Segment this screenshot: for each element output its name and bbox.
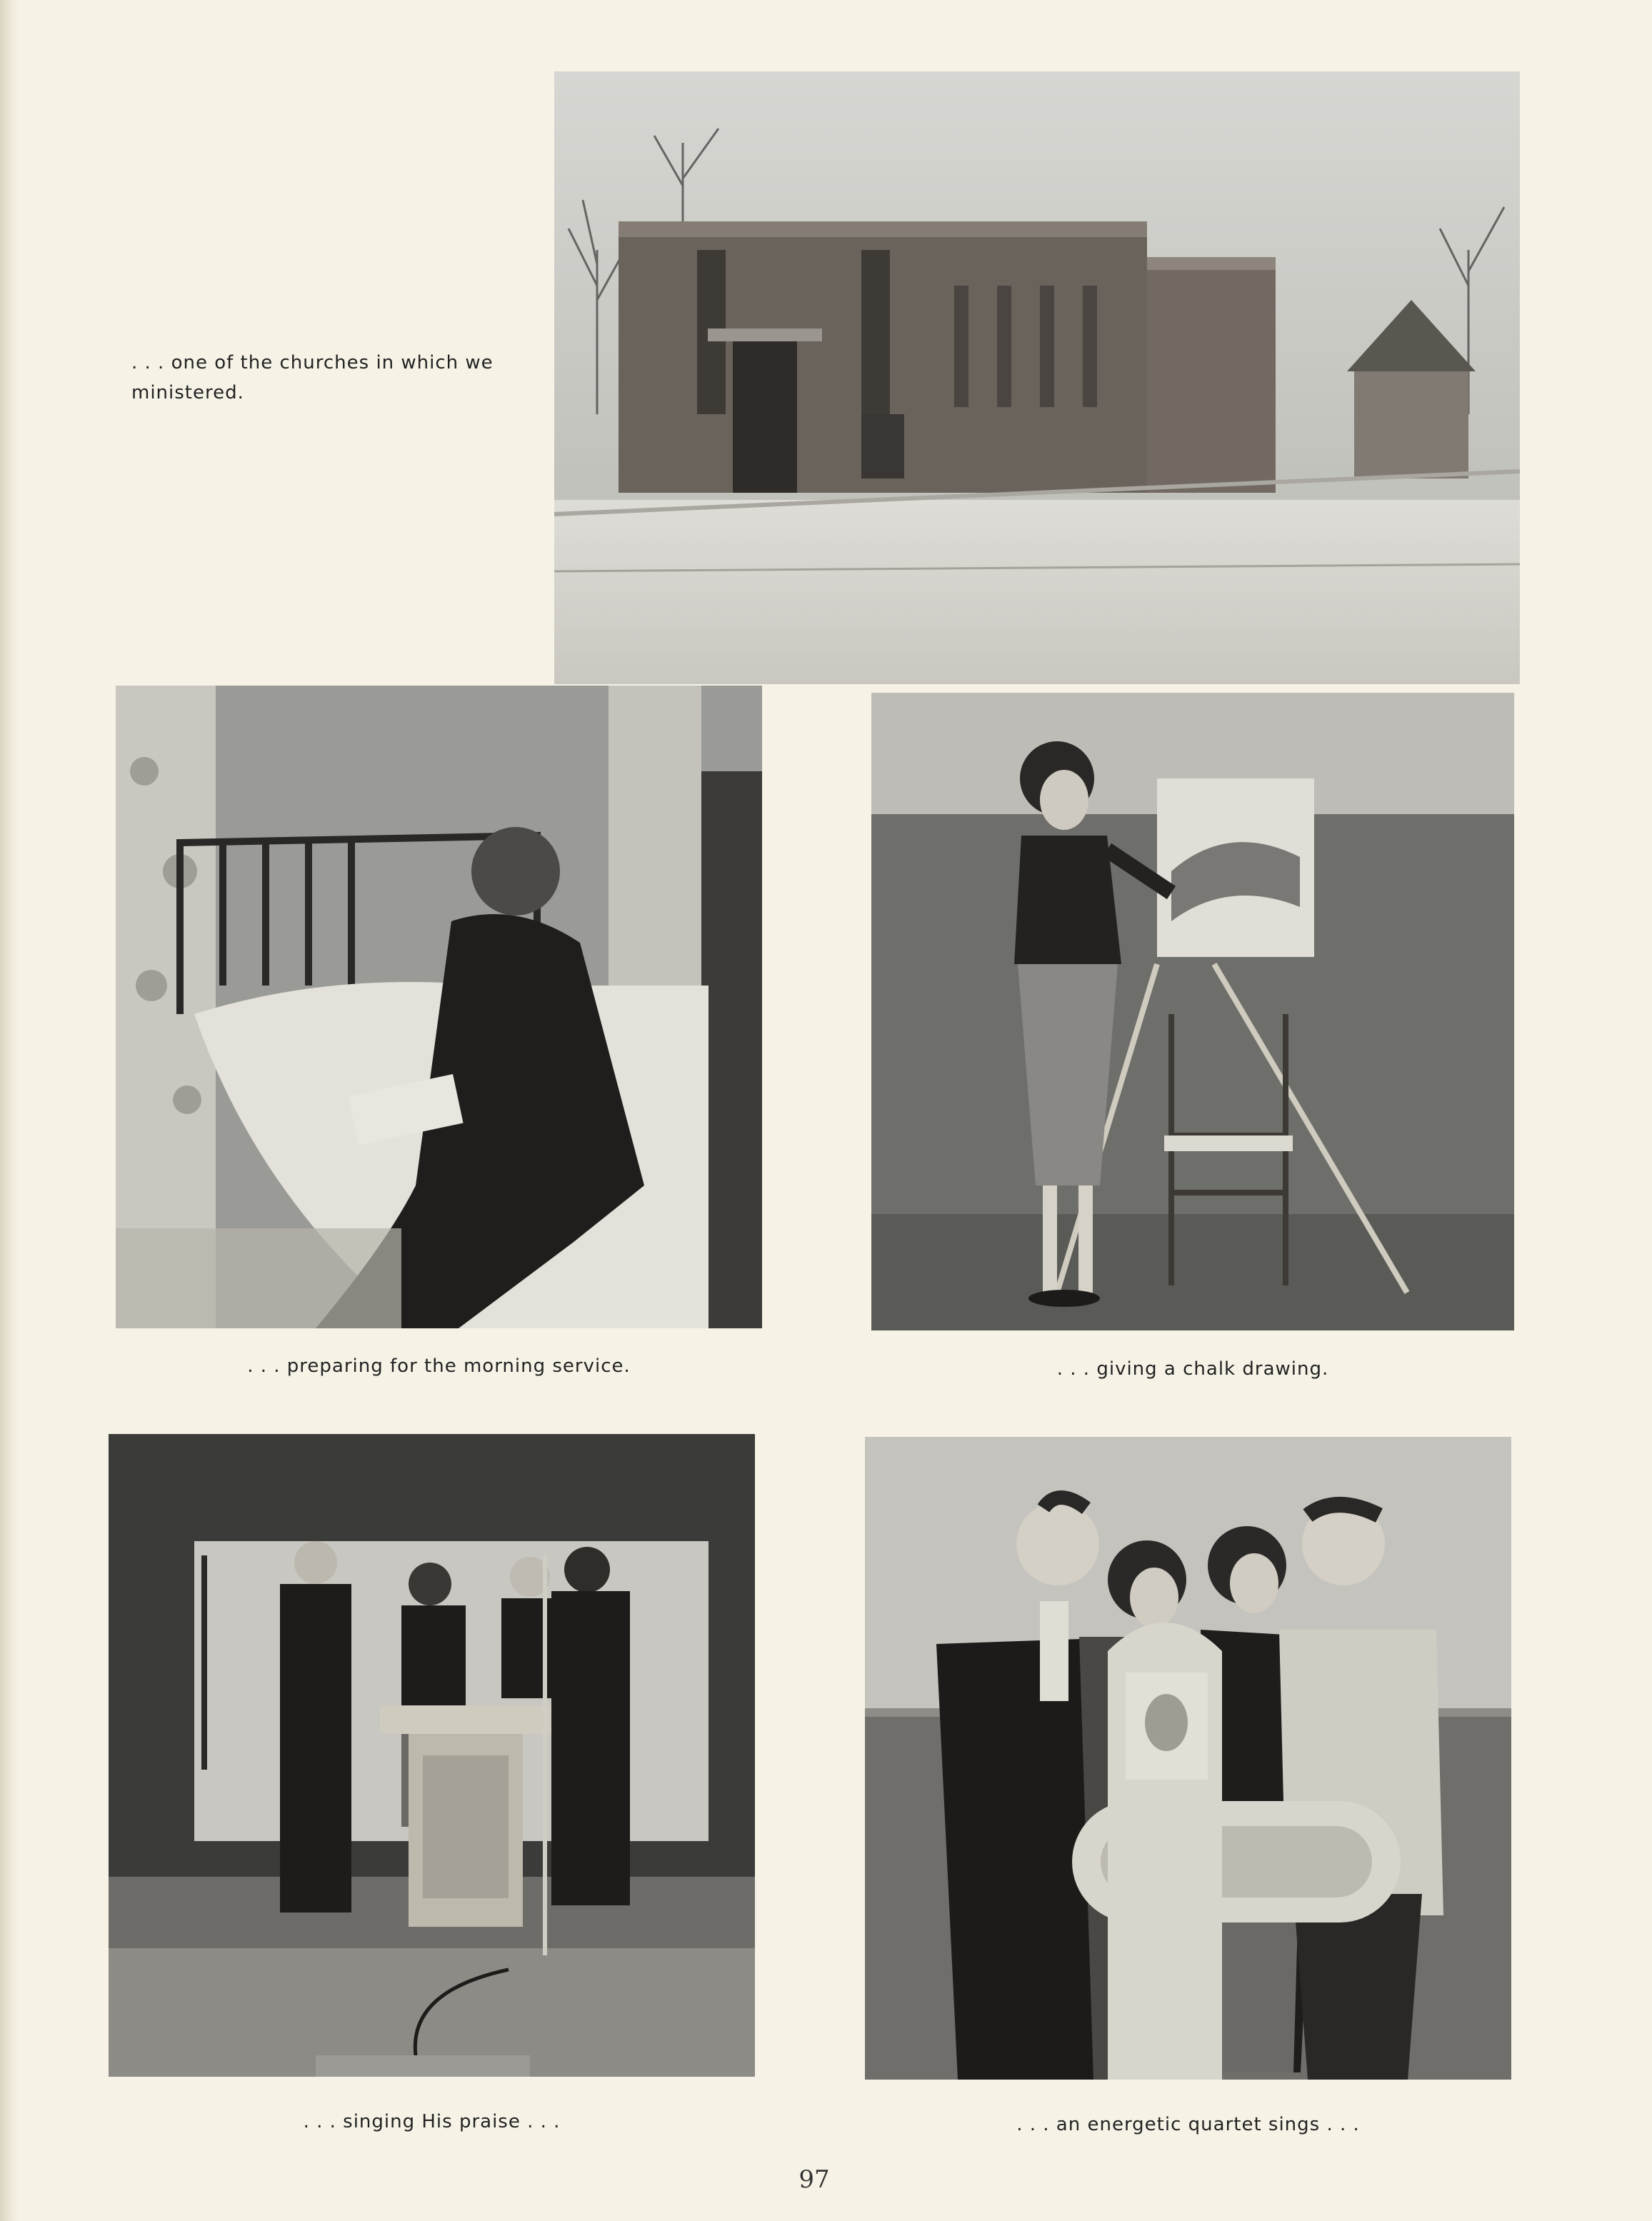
caption-preparing: . . . preparing for the morning service. — [247, 1355, 631, 1377]
photo-singing-praise — [109, 1434, 755, 2077]
caption-chalk: . . . giving a chalk drawing. — [1056, 1358, 1329, 1380]
photo-chalk-drawing — [871, 693, 1514, 1330]
caption-quartet: . . . an energetic quartet sings . . . — [1016, 2114, 1360, 2135]
photo-church-building — [554, 71, 1520, 684]
page-binding-edge — [0, 0, 20, 2221]
photo-energetic-quartet — [865, 1437, 1511, 2080]
page-number: 97 — [799, 2165, 830, 2194]
photo-preparing-service — [116, 686, 762, 1328]
caption-church: . . . one of the churches in which we ministered. — [131, 352, 494, 403]
caption-singing: . . . singing His praise . . . — [303, 2111, 561, 2132]
